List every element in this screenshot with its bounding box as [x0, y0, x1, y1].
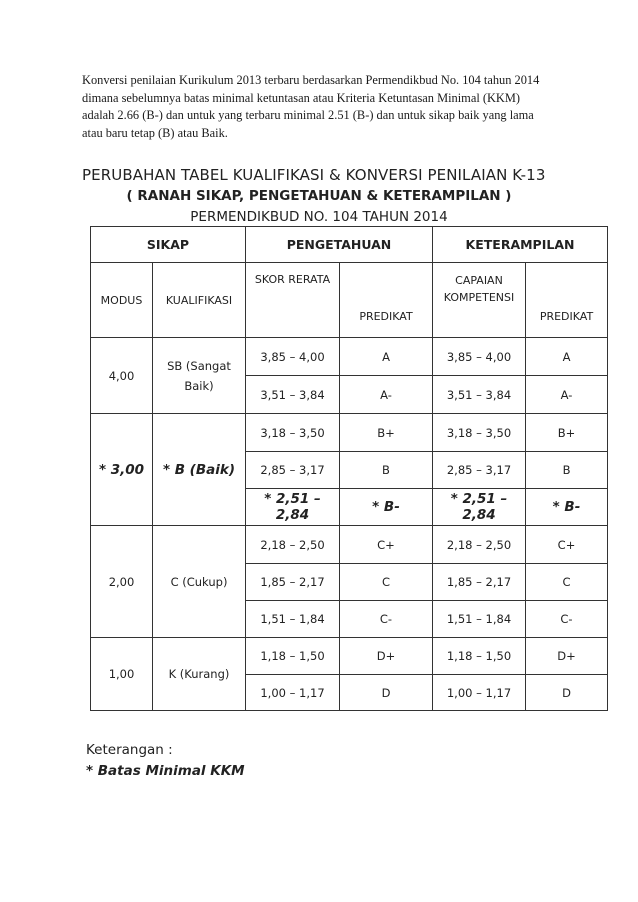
header-predikat-pengetahuan: PREDIKAT [340, 263, 433, 338]
capaian-cell: 2,18 – 2,50 [433, 526, 526, 564]
header-kualifikasi: KUALIFIKASI [153, 263, 246, 338]
predikat-cell: B [526, 452, 608, 489]
modus-cell: 4,00 [91, 338, 153, 414]
regulation-reference: PERMENDIKBUD NO. 104 TAHUN 2014 [190, 209, 448, 225]
predikat-cell: A- [340, 376, 433, 414]
predikat-cell: C+ [340, 526, 433, 564]
predikat-cell: C [340, 564, 433, 601]
modus-cell: 2,00 [91, 526, 153, 638]
header-keterampilan: KETERAMPILAN [433, 227, 608, 263]
document-title: PERUBAHAN TABEL KUALIFIKASI & KONVERSI PENILAIAN K-13 [82, 166, 546, 184]
table-row [91, 526, 608, 564]
skor-cell: 1,85 – 2,17 [246, 564, 340, 601]
skor-cell-kkm: * 2,51 – 2,84 [246, 489, 340, 526]
skor-cell: 3,18 – 3,50 [246, 414, 340, 452]
capaian-cell: 1,00 – 1,17 [433, 675, 526, 711]
predikat-cell: D+ [340, 638, 433, 675]
intro-line: atau baru tetap (B) atau Baik. [82, 125, 228, 140]
table-subheader-row [91, 263, 608, 338]
capaian-cell: 2,85 – 3,17 [433, 452, 526, 489]
header-modus: MODUS [91, 263, 153, 338]
kualifikasi-cell: C (Cukup) [153, 526, 246, 638]
kualifikasi-cell: SB (Sangat Baik) [153, 338, 246, 414]
intro-paragraph [82, 72, 562, 142]
header-predikat-keterampilan: PREDIKAT [526, 263, 608, 338]
intro-line: Konversi penilaian Kurikulum 2013 terbaru berdasarkan Permendikbud No. 104 tahun 2014 [82, 73, 540, 87]
kualifikasi-cell-kkm: * B (Baik) [153, 414, 246, 526]
skor-cell: 1,51 – 1,84 [246, 601, 340, 638]
capaian-cell: 3,51 – 3,84 [433, 376, 526, 414]
predikat-cell: C+ [526, 526, 608, 564]
predikat-cell: A- [526, 376, 608, 414]
predikat-cell: B+ [526, 414, 608, 452]
skor-cell: 2,85 – 3,17 [246, 452, 340, 489]
header-capaian-kompetensi: CAPAIAN KOMPETENSI [433, 263, 526, 338]
modus-cell-kkm: * 3,00 [91, 414, 153, 526]
batas-minimal-note: * Batas Minimal KKM [86, 763, 245, 779]
predikat-cell: B [340, 452, 433, 489]
predikat-cell: C [526, 564, 608, 601]
predikat-cell: A [340, 338, 433, 376]
predikat-cell: C- [526, 601, 608, 638]
predikat-cell-kkm: * B- [340, 489, 433, 526]
table-row [91, 414, 608, 452]
predikat-cell: D [526, 675, 608, 711]
document-subtitle: ( RANAH SIKAP, PENGETAHUAN & KETERAMPILAN ) [126, 188, 512, 204]
predikat-cell-kkm: * B- [526, 489, 608, 526]
capaian-cell: 1,51 – 1,84 [433, 601, 526, 638]
capaian-cell: 1,85 – 2,17 [433, 564, 526, 601]
header-pengetahuan: PENGETAHUAN [246, 227, 433, 263]
predikat-cell: A [526, 338, 608, 376]
header-skor-rerata: SKOR RERATA [246, 263, 340, 338]
skor-cell: 2,18 – 2,50 [246, 526, 340, 564]
capaian-cell-kkm: * 2,51 – 2,84 [433, 489, 526, 526]
skor-cell: 3,51 – 3,84 [246, 376, 340, 414]
predikat-cell: D+ [526, 638, 608, 675]
intro-line: adalah 2.66 (B-) dan untuk yang terbaru minimal 2.51 (B-) dan untuk sikap baik yang lama [82, 108, 534, 123]
skor-cell: 1,00 – 1,17 [246, 675, 340, 711]
predikat-cell: C- [340, 601, 433, 638]
skor-cell: 3,85 – 4,00 [246, 338, 340, 376]
table-row [91, 338, 608, 376]
kualifikasi-cell: K (Kurang) [153, 638, 246, 711]
intro-line: dimana sebelumnya batas minimal ketuntasan atau Kriteria Ketuntasan Minimal (KKM) [82, 90, 521, 105]
capaian-cell: 3,18 – 3,50 [433, 414, 526, 452]
predikat-cell: B+ [340, 414, 433, 452]
table-row [91, 638, 608, 675]
skor-cell: 1,18 – 1,50 [246, 638, 340, 675]
capaian-cell: 1,18 – 1,50 [433, 638, 526, 675]
keterangan-label: Keterangan : [86, 742, 173, 758]
capaian-cell: 3,85 – 4,00 [433, 338, 526, 376]
conversion-table [90, 226, 608, 711]
header-sikap: SIKAP [91, 227, 246, 263]
predikat-cell: D [340, 675, 433, 711]
modus-cell: 1,00 [91, 638, 153, 711]
table-header-row [91, 227, 608, 263]
